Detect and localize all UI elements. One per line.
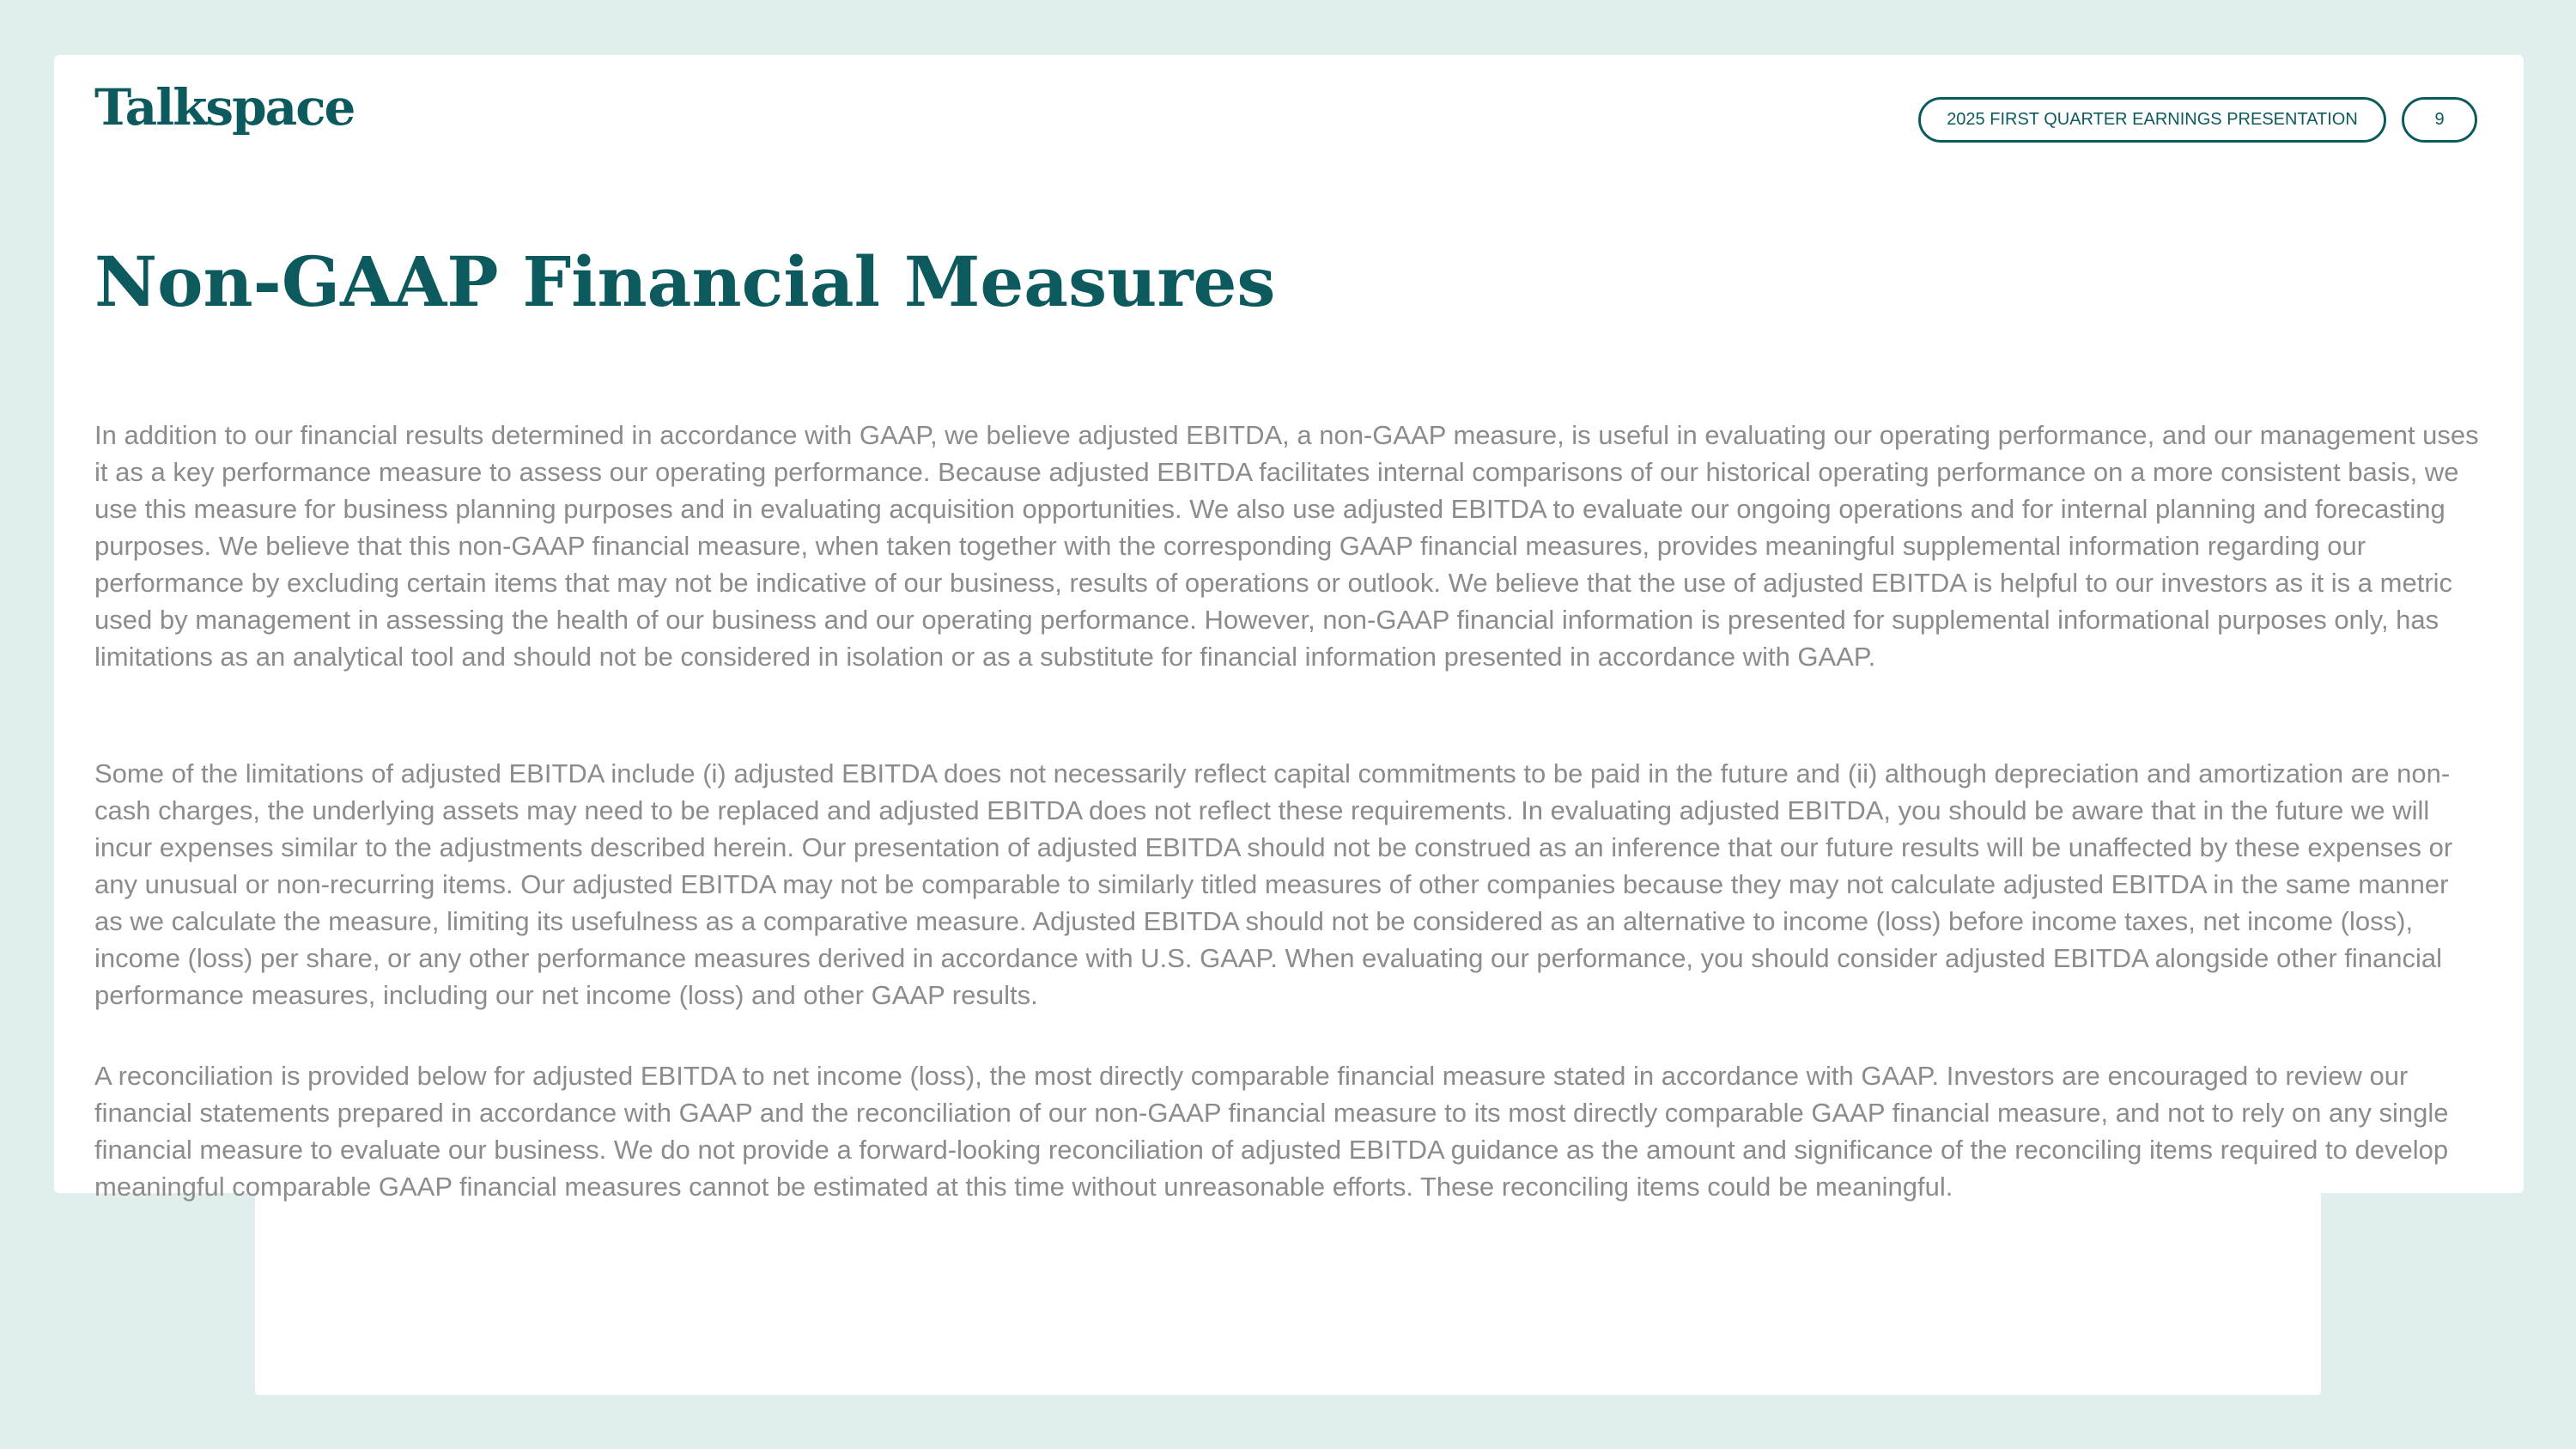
- body-paragraph-3: A reconciliation is provided below for adjusted EBITDA to net income (loss), the most directly comparable financial measure stated in accordance with GAAP. Investors are encouraged to review our financial statements prepared in accordance with GAAP and the reconciliation of our non-GAAP financial measure to its most directly comparable GAAP financial measure, and not to rely on any single financial measure to evaluate our business. We do not provide a forward-looking reconciliation of adjusted EBITDA guidance as the amount and significance of the reconciling items required to develop meaningful comparable GAAP financial measures cannot be estimated at this time without unreasonable efforts. These reconciling items could be meaningful.: [94, 1061, 2449, 1202]
- page-number-badge: [2402, 97, 2477, 143]
- page-title: Non-GAAP Financial Measures: [94, 241, 1276, 322]
- page-number-text: 9: [2434, 110, 2445, 129]
- body-paragraph-1: In addition to our financial results determined in accordance with GAAP, we believe adjusted EBITDA, a non-GAAP measure, is useful in evaluating our operating performance, and our management uses it as a key performance measure to assess our operating performance. Because adjusted EBITDA facilitates internal comparisons of our historical operating performance on a more consistent basis, we use this measure for business planning purposes and in evaluating acquisition opportunities. We also use adjusted EBITDA to evaluate our ongoing operations and for internal planning and forecasting purposes. We believe that this non-GAAP financial measure, when taken together with the corresponding GAAP financial measures, provides meaningful supplemental information regarding our performance by excluding certain items that may not be indicative of our business, results of operations or outlook. We believe that the use of adjusted EBITDA is helpful to our investors as it is a metric used by management in assessing the health of our business and our operating performance. However, non-GAAP financial information is presented for supplemental informational purposes only, has limitations as an analytical tool and should not be considered in isolation or as a substitute for financial information presented in accordance with GAAP.: [94, 420, 2479, 672]
- presentation-label-badge: [1918, 97, 2386, 143]
- body-paragraph-2: Some of the limitations of adjusted EBITDA include (i) adjusted EBITDA does not necessarily reflect capital commitments to be paid in the future and (ii) although depreciation and amortization are non-cash charges, the underlying assets may need to be replaced and adjusted EBITDA does not reflect these requirements. In evaluating adjusted EBITDA, you should be aware that in the future we will incur expenses similar to the adjustments described herein. Our presentation of adjusted EBITDA should not be construed as an inference that our future results will be unaffected by these expenses or any unusual or non-recurring items. Our adjusted EBITDA may not be comparable to similarly titled measures of other companies because they may not calculate adjusted EBITDA in the same manner as we calculate the measure, limiting its usefulness as a comparative measure. Adjusted EBITDA should not be considered as an alternative to income (loss) before income taxes, net income (loss), income (loss) per share, or any other performance measures derived in accordance with U.S. GAAP. When evaluating our performance, you should consider adjusted EBITDA alongside other financial performance measures, including our net income (loss) and other GAAP results.: [94, 758, 2453, 1010]
- company-logo: Talkspace: [94, 78, 355, 137]
- presentation-label-text: 2025 FIRST QUARTER EARNINGS PRESENTATION: [1947, 110, 2358, 129]
- lower-panel: [255, 1185, 2321, 1395]
